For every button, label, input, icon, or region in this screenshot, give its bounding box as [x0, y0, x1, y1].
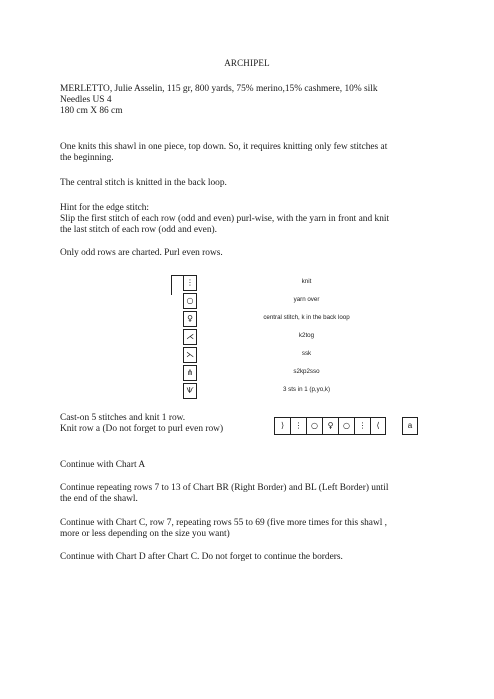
legend-row-3-in-1: [183, 383, 383, 401]
row-a-label: a: [402, 417, 418, 435]
knit-symbol-icon: ⋮: [183, 275, 197, 291]
page-title: ARCHIPEL: [224, 58, 270, 68]
row-a-cell: ○: [306, 417, 322, 435]
row-a-cell: ⟩: [274, 417, 290, 435]
size-line: 180 cm X 86 cm: [60, 106, 123, 116]
legend-desc: k2tog: [298, 332, 315, 339]
legend-row-k2tog: [183, 329, 383, 347]
hint-line-1: Slip the first stitch of each row (odd and even) purl-wise, with the yarn in front and knit: [60, 214, 390, 224]
ssk-symbol-icon: ⋋: [183, 347, 197, 363]
s2kp2sso-symbol-icon: ⋔: [183, 365, 197, 381]
legend-desc: s2kp2sso: [293, 368, 320, 375]
odd-rows-note: Only odd rows are charted. Purl even rows.: [60, 248, 223, 258]
legend-row-knit: [183, 275, 383, 293]
repeat-line-1: Continue repeating rows 7 to 13 of Chart BR (Right Border) and BL (Left Border) until: [60, 483, 389, 493]
needles-line: Needles US 4: [60, 95, 112, 105]
chart-d-line: Continue with Chart D after Chart C. Do not forget to continue the borders.: [60, 552, 343, 562]
legend-row-central-stitch: [183, 311, 383, 329]
legend-desc: 3 sts in 1 (p,yo,k): [282, 386, 331, 393]
row-a-cell: ⟨: [370, 417, 386, 435]
hint-line-2: the last stitch of each row (odd and even).: [60, 225, 217, 235]
central-stitch-symbol-icon: ♀: [183, 311, 197, 327]
row-a-cell: ⋮: [290, 417, 306, 435]
chart-c-line-1: Continue with Chart C, row 7, repeating rows 55 to 69 (five more times for this shawl ,: [60, 518, 388, 528]
legend-desc: yarn over: [293, 296, 320, 303]
legend-row-yarn-over: [183, 293, 383, 311]
hint-title: Hint for the edge stitch:: [60, 203, 150, 213]
legend-row-ssk: [183, 347, 383, 365]
yarn-line: MERLETTO, Julie Asselin, 115 gr, 800 yards, 75% merino,15% cashmere, 10% silk: [60, 84, 378, 94]
legend-desc: central stitch, k in the back loop: [263, 314, 350, 321]
intro-line-2: the beginning.: [60, 153, 114, 163]
continue-chart-a: Continue with Chart A: [60, 460, 146, 470]
row-a-cell: ♀: [322, 417, 338, 435]
legend-desc: ssk: [301, 350, 312, 357]
intro-line-1: One knits this shawl in one piece, top down. So, it requires knitting only few stitches at: [60, 142, 388, 152]
chart-c-line-2: more or less depending on the size you want): [60, 529, 230, 539]
three-in-one-symbol-icon: Ѱ: [183, 383, 197, 399]
row-a-cell: ○: [338, 417, 354, 435]
central-stitch-note: The central stitch is knitted in the back loop.: [60, 178, 227, 188]
repeat-line-2: the end of the shawl.: [60, 494, 138, 504]
row-a-line: Knit row a (Do not forget to purl even row): [60, 424, 224, 434]
legend-bracket: [171, 275, 183, 295]
k2tog-symbol-icon: ⋌: [183, 329, 197, 345]
legend-row-s2kp2sso: [183, 365, 383, 383]
cast-on-line: Cast-on 5 stitches and knit 1 row.: [60, 413, 186, 423]
legend-desc: knit: [301, 278, 312, 285]
row-a-cell: ⋮: [354, 417, 370, 435]
yarn-over-symbol-icon: ○: [183, 293, 197, 309]
